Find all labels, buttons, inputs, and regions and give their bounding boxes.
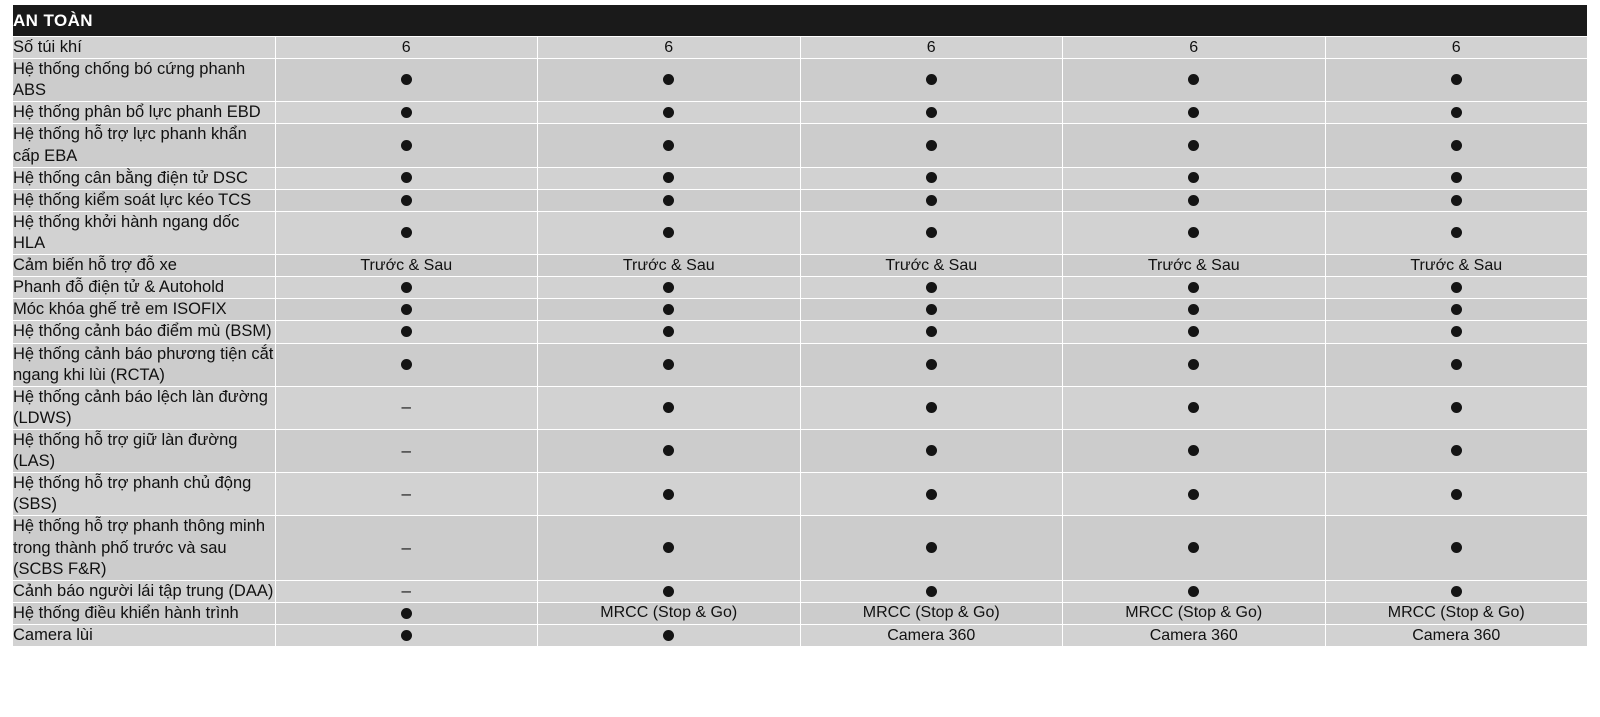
- included-dot-icon: [1451, 107, 1462, 118]
- included-dot-icon: [1451, 445, 1462, 456]
- table-row: [13, 516, 1588, 580]
- value-cell: [275, 189, 538, 211]
- included-dot-icon: [401, 227, 412, 238]
- included-dot-icon: [663, 489, 674, 500]
- row-label: Hệ thống cảnh báo lệch làn đường (LDWS): [13, 386, 276, 429]
- value-cell: [275, 624, 538, 646]
- included-dot-icon: [663, 227, 674, 238]
- value-cell: [1063, 429, 1326, 472]
- value-cell: [1063, 321, 1326, 343]
- row-label: Số túi khí: [13, 37, 276, 59]
- value-cell: [800, 429, 1063, 472]
- table-row: [13, 59, 1588, 102]
- included-dot-icon: [401, 195, 412, 206]
- table-row: [13, 102, 1588, 124]
- included-dot-icon: [1451, 402, 1462, 413]
- value-cell: [275, 277, 538, 299]
- value-cell: [800, 189, 1063, 211]
- value-cell: [275, 580, 538, 602]
- table-row: [13, 167, 1588, 189]
- value-cell: [1063, 59, 1326, 102]
- included-dot-icon: [926, 172, 937, 183]
- row-label: Hệ thống phân bổ lực phanh EBD: [13, 102, 276, 124]
- included-dot-icon: [401, 608, 412, 619]
- included-dot-icon: [1188, 586, 1199, 597]
- table-row: [13, 321, 1588, 343]
- value-cell: [1063, 167, 1326, 189]
- included-dot-icon: [1451, 586, 1462, 597]
- row-label: Camera lùi: [13, 624, 276, 646]
- included-dot-icon: [1451, 227, 1462, 238]
- included-dot-icon: [926, 542, 937, 553]
- value-cell: [275, 602, 538, 624]
- included-dot-icon: [663, 304, 674, 315]
- included-dot-icon: [663, 140, 674, 151]
- value-cell: [1063, 189, 1326, 211]
- value-cell: [1325, 516, 1588, 580]
- value-cell: [1063, 473, 1326, 516]
- included-dot-icon: [1188, 304, 1199, 315]
- included-dot-icon: [401, 172, 412, 183]
- row-label: Hệ thống cảnh báo phương tiện cắt ngang khi lùi (RCTA): [13, 343, 276, 386]
- row-label: Hệ thống cảnh báo điểm mù (BSM): [13, 321, 276, 343]
- not-included-dash-icon: –: [401, 397, 411, 417]
- value-cell: [275, 124, 538, 167]
- included-dot-icon: [663, 402, 674, 413]
- included-dot-icon: [1188, 489, 1199, 500]
- table-row: [13, 602, 1588, 624]
- value-cell: Trước & Sau: [800, 255, 1063, 277]
- included-dot-icon: [926, 227, 937, 238]
- row-label: Hệ thống hỗ trợ phanh thông minh trong thành phố trước và sau (SCBS F&R): [13, 516, 276, 580]
- value-cell: [1063, 211, 1326, 254]
- value-cell: [1063, 580, 1326, 602]
- included-dot-icon: [401, 326, 412, 337]
- value-cell: [1325, 473, 1588, 516]
- value-cell: [275, 299, 538, 321]
- included-dot-icon: [1188, 107, 1199, 118]
- not-included-dash-icon: –: [401, 483, 411, 503]
- row-label: Hệ thống kiểm soát lực kéo TCS: [13, 189, 276, 211]
- table-row: [13, 386, 1588, 429]
- included-dot-icon: [1188, 445, 1199, 456]
- safety-spec-table: [12, 4, 1588, 647]
- value-cell: [538, 473, 801, 516]
- table-row: [13, 429, 1588, 472]
- table-row: [13, 124, 1588, 167]
- included-dot-icon: [1451, 140, 1462, 151]
- included-dot-icon: [401, 107, 412, 118]
- table-row: [13, 277, 1588, 299]
- included-dot-icon: [926, 326, 937, 337]
- value-cell: [538, 277, 801, 299]
- row-label: Hệ thống cân bằng điện tử DSC: [13, 167, 276, 189]
- table-row: [13, 37, 1588, 59]
- included-dot-icon: [663, 586, 674, 597]
- row-label: Hệ thống hỗ trợ giữ làn đường (LAS): [13, 429, 276, 472]
- value-cell: [1325, 59, 1588, 102]
- included-dot-icon: [401, 630, 412, 641]
- value-cell: [800, 211, 1063, 254]
- value-cell: [275, 386, 538, 429]
- value-cell: [1325, 429, 1588, 472]
- included-dot-icon: [926, 107, 937, 118]
- value-cell: MRCC (Stop & Go): [800, 602, 1063, 624]
- value-cell: [1325, 189, 1588, 211]
- row-label: Phanh đỗ điện tử & Autohold: [13, 277, 276, 299]
- not-included-dash-icon: –: [401, 537, 411, 557]
- value-cell: 6: [538, 37, 801, 59]
- included-dot-icon: [1451, 326, 1462, 337]
- value-cell: [275, 102, 538, 124]
- table-row: [13, 624, 1588, 646]
- value-cell: Trước & Sau: [1325, 255, 1588, 277]
- included-dot-icon: [926, 74, 937, 85]
- included-dot-icon: [401, 304, 412, 315]
- value-cell: [800, 277, 1063, 299]
- included-dot-icon: [1188, 140, 1199, 151]
- row-label: Hệ thống điều khiển hành trình: [13, 602, 276, 624]
- value-cell: [275, 343, 538, 386]
- table-row: [13, 473, 1588, 516]
- row-label: Hệ thống hỗ trợ lực phanh khẩn cấp EBA: [13, 124, 276, 167]
- value-cell: [1325, 321, 1588, 343]
- included-dot-icon: [1451, 195, 1462, 206]
- value-cell: Trước & Sau: [275, 255, 538, 277]
- included-dot-icon: [663, 195, 674, 206]
- included-dot-icon: [663, 107, 674, 118]
- row-label: Cảnh báo người lái tập trung (DAA): [13, 580, 276, 602]
- value-cell: MRCC (Stop & Go): [1325, 602, 1588, 624]
- value-cell: [1325, 299, 1588, 321]
- value-cell: [1325, 580, 1588, 602]
- value-cell: [538, 516, 801, 580]
- included-dot-icon: [926, 402, 937, 413]
- value-cell: Trước & Sau: [538, 255, 801, 277]
- included-dot-icon: [1188, 172, 1199, 183]
- value-cell: [1325, 124, 1588, 167]
- included-dot-icon: [1451, 489, 1462, 500]
- table-head: [13, 5, 1588, 37]
- table-row: [13, 299, 1588, 321]
- value-cell: [1063, 124, 1326, 167]
- row-label: Cảm biến hỗ trợ đỗ xe: [13, 255, 276, 277]
- included-dot-icon: [1451, 304, 1462, 315]
- value-cell: [800, 124, 1063, 167]
- value-cell: [275, 429, 538, 472]
- value-cell: [275, 473, 538, 516]
- included-dot-icon: [663, 74, 674, 85]
- table-body: [13, 37, 1588, 647]
- included-dot-icon: [663, 359, 674, 370]
- value-cell: [800, 167, 1063, 189]
- included-dot-icon: [1188, 195, 1199, 206]
- row-label: Hệ thống khởi hành ngang dốc HLA: [13, 211, 276, 254]
- included-dot-icon: [1451, 74, 1462, 85]
- included-dot-icon: [1451, 359, 1462, 370]
- included-dot-icon: [401, 140, 412, 151]
- included-dot-icon: [1188, 359, 1199, 370]
- value-cell: [800, 102, 1063, 124]
- included-dot-icon: [926, 359, 937, 370]
- included-dot-icon: [663, 172, 674, 183]
- table-row: [13, 580, 1588, 602]
- value-cell: [1063, 277, 1326, 299]
- section-header-row: [13, 5, 1588, 37]
- value-cell: [538, 429, 801, 472]
- included-dot-icon: [1188, 282, 1199, 293]
- value-cell: [538, 624, 801, 646]
- included-dot-icon: [663, 282, 674, 293]
- included-dot-icon: [1188, 326, 1199, 337]
- value-cell: 6: [275, 37, 538, 59]
- included-dot-icon: [926, 489, 937, 500]
- value-cell: [538, 102, 801, 124]
- value-cell: Camera 360: [1063, 624, 1326, 646]
- value-cell: [538, 299, 801, 321]
- table-row: [13, 211, 1588, 254]
- value-cell: 6: [1063, 37, 1326, 59]
- value-cell: [275, 211, 538, 254]
- included-dot-icon: [926, 140, 937, 151]
- included-dot-icon: [1188, 402, 1199, 413]
- row-label: Hệ thống chống bó cứng phanh ABS: [13, 59, 276, 102]
- value-cell: [538, 124, 801, 167]
- value-cell: [800, 516, 1063, 580]
- value-cell: [538, 167, 801, 189]
- value-cell: [538, 343, 801, 386]
- value-cell: [538, 189, 801, 211]
- value-cell: [1063, 386, 1326, 429]
- value-cell: [800, 473, 1063, 516]
- value-cell: [1325, 167, 1588, 189]
- value-cell: [800, 343, 1063, 386]
- value-cell: [1325, 211, 1588, 254]
- value-cell: [275, 167, 538, 189]
- spec-table-container: [12, 0, 1588, 647]
- value-cell: 6: [800, 37, 1063, 59]
- row-label: Hệ thống hỗ trợ phanh chủ động (SBS): [13, 473, 276, 516]
- value-cell: MRCC (Stop & Go): [538, 602, 801, 624]
- not-included-dash-icon: –: [401, 580, 411, 600]
- value-cell: [1063, 343, 1326, 386]
- not-included-dash-icon: –: [401, 440, 411, 460]
- value-cell: [1325, 277, 1588, 299]
- included-dot-icon: [1188, 542, 1199, 553]
- table-row: [13, 255, 1588, 277]
- value-cell: [1325, 343, 1588, 386]
- value-cell: [275, 516, 538, 580]
- included-dot-icon: [663, 542, 674, 553]
- included-dot-icon: [1451, 282, 1462, 293]
- value-cell: [538, 211, 801, 254]
- included-dot-icon: [663, 445, 674, 456]
- section-title: AN TOÀN: [13, 5, 1588, 37]
- value-cell: [1063, 299, 1326, 321]
- value-cell: [275, 321, 538, 343]
- included-dot-icon: [663, 326, 674, 337]
- included-dot-icon: [1188, 74, 1199, 85]
- included-dot-icon: [663, 630, 674, 641]
- included-dot-icon: [926, 282, 937, 293]
- value-cell: [538, 386, 801, 429]
- value-cell: [538, 59, 801, 102]
- included-dot-icon: [926, 195, 937, 206]
- value-cell: 6: [1325, 37, 1588, 59]
- value-cell: MRCC (Stop & Go): [1063, 602, 1326, 624]
- value-cell: [800, 59, 1063, 102]
- included-dot-icon: [1451, 172, 1462, 183]
- included-dot-icon: [401, 359, 412, 370]
- included-dot-icon: [926, 304, 937, 315]
- value-cell: [1063, 102, 1326, 124]
- included-dot-icon: [1451, 542, 1462, 553]
- value-cell: [800, 321, 1063, 343]
- value-cell: [1063, 516, 1326, 580]
- value-cell: [275, 59, 538, 102]
- included-dot-icon: [1188, 227, 1199, 238]
- value-cell: Camera 360: [1325, 624, 1588, 646]
- included-dot-icon: [926, 586, 937, 597]
- value-cell: [800, 386, 1063, 429]
- value-cell: [1325, 102, 1588, 124]
- value-cell: [538, 321, 801, 343]
- table-row: [13, 189, 1588, 211]
- included-dot-icon: [926, 445, 937, 456]
- row-label: Móc khóa ghế trẻ em ISOFIX: [13, 299, 276, 321]
- included-dot-icon: [401, 282, 412, 293]
- value-cell: [538, 580, 801, 602]
- value-cell: [800, 580, 1063, 602]
- value-cell: Camera 360: [800, 624, 1063, 646]
- included-dot-icon: [401, 74, 412, 85]
- table-row: [13, 343, 1588, 386]
- value-cell: [800, 299, 1063, 321]
- value-cell: Trước & Sau: [1063, 255, 1326, 277]
- value-cell: [1325, 386, 1588, 429]
